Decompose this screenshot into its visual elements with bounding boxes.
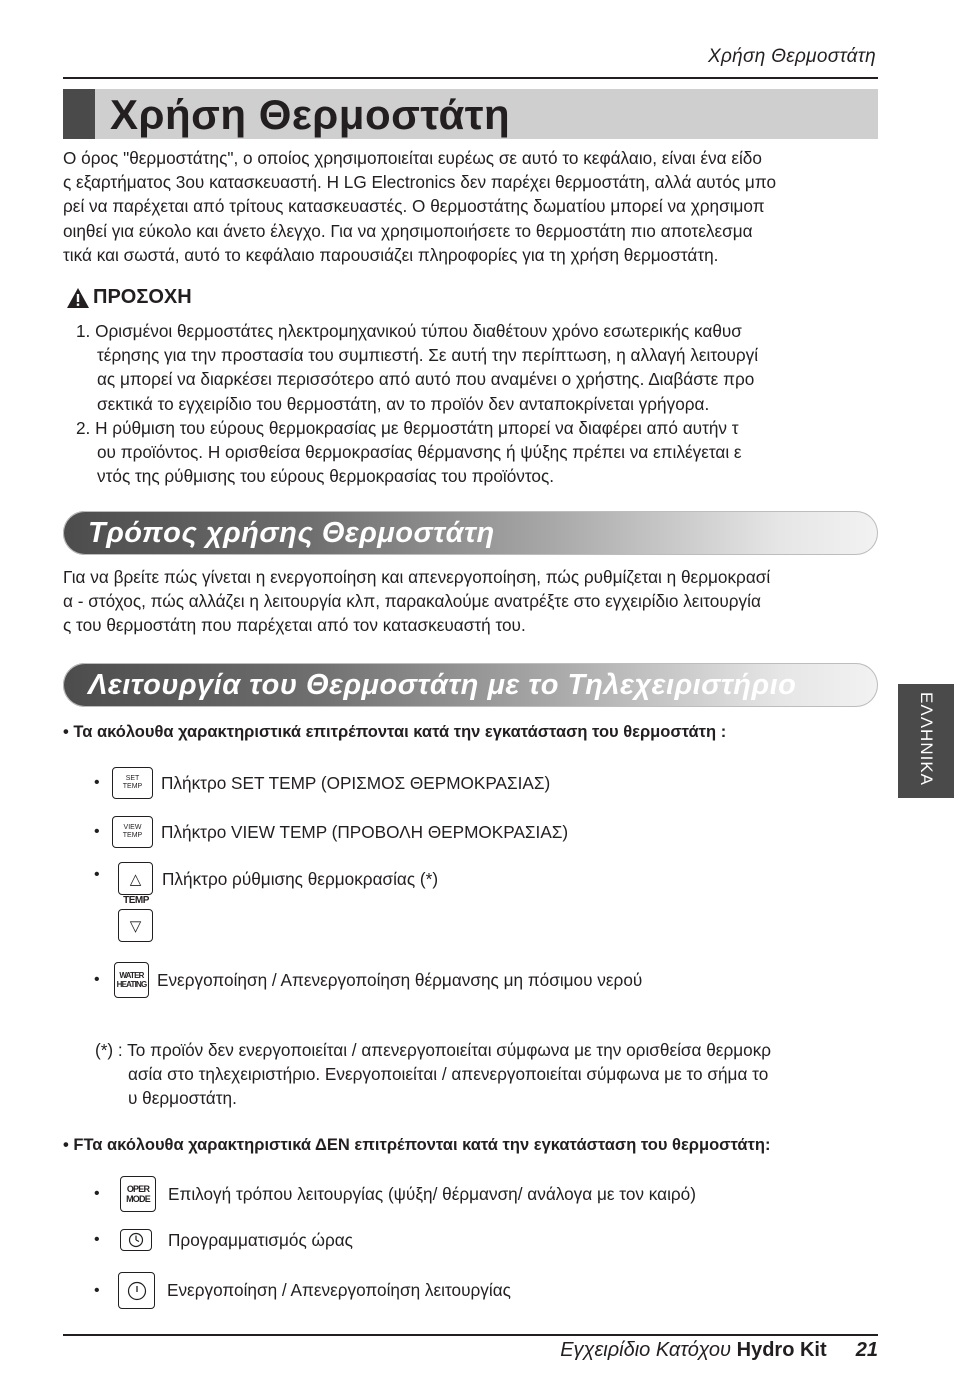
power-icon [118, 1272, 155, 1309]
timer-row [94, 1229, 353, 1251]
section1-line: Για να βρείτε πώς γίνεται η ενεργοποίηση και απενεργοποίηση, πώς ρυθμίζεται η θερμοκρασί [63, 567, 771, 587]
clock-icon [120, 1229, 152, 1251]
bullet: • [94, 774, 100, 791]
caution-item-1-line: τέρησης για την προστασία του συμπιεστή. Σε αυτή την περίπτωση, η αλλαγή λειτουργί [97, 345, 759, 366]
top-rule [63, 77, 878, 79]
power-text: Ενεργοποίηση / Απενεργοποίηση λειτουργίας [167, 1280, 511, 1300]
title-accent-block [63, 89, 95, 139]
intro-line: ς εξαρτήματος 3ου κατασκευαστή. Η LG Electronics δεν παρέχει θερμοστάτη, αλλά αυτός μπο [63, 172, 777, 193]
set-temp-row [94, 767, 550, 799]
intro-line: οιηθεί για εύκολο και άνετο έλεγχο. Για να χρησιμοποιήσετε το θερμοστάτη πιο αποτελεσμα [63, 220, 753, 241]
caution-item-1-line: σεκτικά το εγχειρίδιο του θερμοστάτη, αν το προϊόν δεν ανταποκρίνεται γρήγορα. [97, 393, 710, 414]
note-line: υ θερμοστάτη. [128, 1088, 237, 1109]
section1-paragraph [63, 565, 883, 638]
allowed-heading: • Τα ακόλουθα χαρακτηριστικά επιτρέπονται κατά την εγκατάσταση του θερμοστάτη : [63, 723, 727, 741]
water-heating-key-icon: WATER HEATING [114, 962, 149, 998]
intro-line: ρεί να παρέχεται από τρίτους κατασκευαστές. Ο θερμοστάτης δωματίου μπορεί να χρησιμοπ [63, 196, 765, 217]
warning-icon [66, 287, 90, 309]
footer-manual-label: Εγχειρίδιο Κατόχου [560, 1339, 732, 1361]
caution-list [76, 319, 866, 488]
caution-item-2-line: ντός της ρύθμισης του εύρους θερμοκρασίας του προϊόντος. [97, 466, 555, 487]
water-heating-row [94, 962, 642, 998]
section-heading: Λειτουργία του Θερμοστάτη με το Τηλεχειριστήριο [88, 669, 797, 701]
bottom-rule [63, 1334, 878, 1336]
caution-item-2: 2. Η ρύθμιση του εύρους θερμοκρασίας με θερμοστάτη μπορεί να διαφέρει από αυτήν τ [76, 417, 739, 438]
timer-text: Προγραμματισμός ώρας [168, 1229, 353, 1250]
not-allowed-heading: • FΤα ακόλουθα χαρακτηριστικά ΔΕΝ επιτρέπονται κατά την εγκατάσταση του θερμοστάτη: [63, 1136, 771, 1154]
language-side-tab [898, 684, 954, 798]
set-temp-text: Πλήκτρο SET TEMP (ΟΡΙΣΜΟΣ ΘΕΡΜΟΚΡΑΣΙΑΣ) [161, 772, 551, 793]
caution-item-1: 1. Ορισμένοι θερμοστάτες ηλεκτρομηχανικού τύπου διαθέτουν χρόνο εσωτερικής καθυσ [76, 321, 742, 341]
bullet: • [94, 823, 100, 840]
temp-up-icon: △ [118, 862, 153, 895]
note-line: (*) : Το προϊόν δεν ενεργοποιείται / απενεργοποιείται σύμφωνα με την ορισθείσα θερμοκρ [95, 1040, 772, 1060]
oper-mode-key-icon: OPER MODE [120, 1176, 156, 1212]
note-paragraph [95, 1038, 885, 1111]
page-number: 21 [855, 1339, 878, 1361]
temp-down-icon: ▽ [118, 909, 153, 942]
bullet: • [94, 1231, 100, 1248]
section1-line: ς του θερμοστάτη που παρέχεται από τον κατασκευαστή του. [63, 615, 526, 636]
temp-key-label: TEMP [123, 895, 149, 906]
caution-item-1-line: ας μπορεί να διαρκέσει περισσότερο από αυτό που αναμένει ο χρήστης. Διαβάστε προ [97, 369, 755, 390]
language-tab-label: ΕΛΛΗΝΙΚΑ [917, 692, 936, 787]
page-title: Χρήση Θερμοστάτη [110, 91, 511, 138]
section-heading: Τρόπος χρήσης Θερμοστάτη [88, 517, 495, 549]
water-heating-text: Ενεργοποίηση / Απενεργοποίηση θέρμανσης μη πόσιμου νερού [157, 969, 643, 990]
intro-paragraph [63, 146, 883, 267]
section1-line: α - στόχος, πώς αλλάζει η λειτουργία κλπ, παρακαλούμε ανατρέξτε στο εγχειρίδιο λειτουργία [63, 591, 761, 612]
set-temp-key-icon: SET TEMP [112, 767, 153, 799]
caution-label: ΠΡΟΣΟΧΗ [93, 286, 192, 308]
view-temp-text: Πλήκτρο VIEW TEMP (ΠΡΟΒΟΛΗ ΘΕΡΜΟΚΡΑΣΙΑΣ) [161, 821, 569, 842]
bullet: • [94, 1185, 100, 1202]
bullet: • [94, 866, 100, 883]
bullet: • [94, 971, 100, 988]
oper-mode-row [94, 1176, 696, 1212]
caution-item-2-line: ου προϊόντος. Η ορισθείσα θερμοκρασίας θέρμανσης ή ψύξης πρέπει να επιλέγεται ε [97, 442, 742, 463]
footer-product-name: Hydro Kit [736, 1339, 827, 1361]
bullet: • [94, 1281, 100, 1299]
running-header: Χρήση Θερμοστάτη [708, 46, 876, 67]
page-footer [560, 1339, 878, 1362]
intro-line: τικά και σωστά, αυτό το κεφάλαιο παρουσιάζει πληροφορίες για τη χρήση θερμοστάτη. [63, 244, 719, 265]
temp-adjust-key-icon [117, 862, 155, 946]
view-temp-key-icon: VIEW TEMP [112, 816, 153, 848]
temp-adjust-text: Πλήκτρο ρύθμισης θερμοκρασίας (*) [162, 869, 439, 889]
oper-mode-text: Επιλογή τρόπου λειτουργίας (ψύξη/ θέρμανση/ ανάλογα με τον καιρό) [168, 1183, 696, 1204]
caution-heading [66, 286, 192, 309]
power-row [94, 1272, 511, 1309]
note-line: ασία στο τηλεχειριστήριο. Ενεργοποιείται / απενεργοποιείται σύμφωνα με το σήμα το [128, 1064, 769, 1085]
view-temp-row [94, 816, 568, 848]
intro-line: Ο όρος "θερμοστάτης", ο οποίος χρησιμοποιείται ευρέως σε αυτό το κεφάλαιο, είναι ένα είδο [63, 148, 762, 168]
